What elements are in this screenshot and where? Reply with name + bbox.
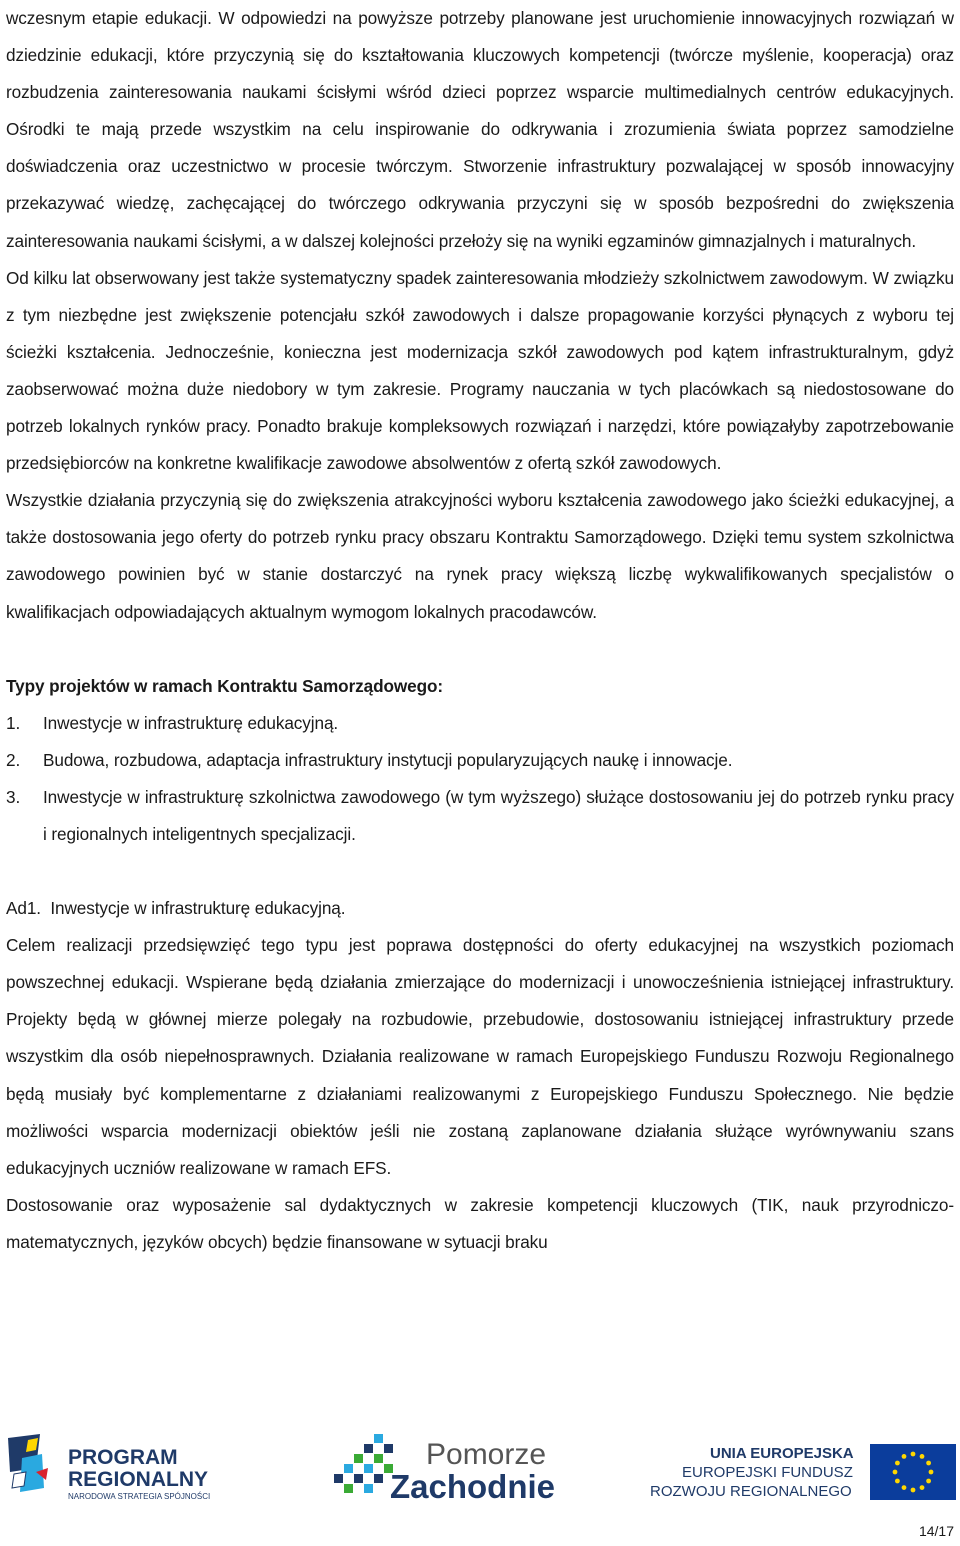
logo-pomorze-line2: Zachodnie	[390, 1468, 556, 1504]
list-item	[6, 742, 954, 779]
logo-program-line1: PROGRAM	[68, 1446, 178, 1469]
eu-logo	[648, 1442, 958, 1500]
list-text: Budowa, rozbudowa, adaptacja infrastruktury instytucji popularyzujących naukę i innowacje.	[43, 749, 733, 770]
section-heading: Typy projektów w ramach Kontraktu Samorządowego:	[6, 675, 444, 696]
list-text: Inwestycje w infrastrukturę szkolnictwa zawodowego (w tym wyższego) służące dostosowaniu jej do potrzeb rynku pracy i regionalnych inteligentnych specjalizacji.	[43, 786, 954, 844]
paragraph-summary: Wszystkie działania przyczynią się do zwiększenia atrakcyjności wyboru kształcenia zawodowego jako ścieżki edukacyjnej, a także dostosowania jego oferty do potrzeb rynku pracy obszaru Kontraktu Samorządowego. Dzięki temu system szkolnictwa zawodowego powinien być w stanie dostarczyć na rynek pracy większą liczbę wykwalifikowanych specjalistów o kwalifikacjach odpowiadających aktualnym wymogom lokalnych pracodawców.	[6, 490, 954, 622]
spacer	[6, 631, 954, 668]
ad1-title: Inwestycje w infrastrukturę edukacyjną.	[50, 898, 346, 919]
page-footer	[0, 1424, 960, 1504]
list-number: 3.	[6, 786, 21, 807]
list-number: 1.	[6, 712, 21, 733]
logo-pomorze-line1: Pomorze	[426, 1438, 547, 1471]
ad1-label: Ad1.	[6, 898, 41, 919]
list-text: Inwestycje w infrastrukturę edukacyjną.	[43, 712, 339, 733]
ad1-paragraph: Celem realizacji przedsięwzięć tego typu jest poprawa dostępności do oferty edukacyjnej na wszystkich poziomach powszechnej edukacji. Wspierane będą działania zmierzające do modernizacji i unowocześnienia istniejącej infrastruktury. Projekty będą w głównej mierze polegały na rozbudowie, przebudowie, dostosowaniu istniejącej infrastruktury przede wszystkim dla osób niepełnosprawnych. Działania realizowane w ramach Europejskiego Funduszu Rozwoju Regionalnego będą musiały być komplementarne z działaniami realizowanymi z Europejskiego Funduszu Społecznego. Nie będzie możliwości wsparcia modernizacji obiektów jeśli nie zostaną zaplanowane działania służące wyrównywaniu szans edukacyjnych uczniów realizowane w ramach EFS.	[6, 935, 954, 1178]
paragraph-vocational: Od kilku lat obserwowany jest także systematyczny spadek zainteresowania młodzieży szkolnictwem zawodowym. W związku z tym niezbędne jest zwiększenie potencjału szkół zawodowych i dalsze propagowanie korzyści płynących z wyboru tej ścieżki kształcenia. Jednocześnie, konieczna jest modernizacja szkół zawodowych pod kątem infrastrukturalnym, gdyż zaobserwować można duże niedobory w tym zakresie. Programy nauczania w tych placówkach są niedostosowane do potrzeb lokalnych rynków pracy. Ponadto brakuje kompleksowych rozwiązań i narzędzi, które powiązałyby zapotrzebowanie przedsiębiorców na konkretne kwalifikacje zawodowe absolwentów z ofertą szkół zawodowych.	[6, 267, 954, 474]
program-regionalny-logo	[6, 1428, 251, 1502]
spacer	[6, 853, 954, 890]
logo-ue-line2: EUROPEJSKI FUNDUSZ	[682, 1464, 853, 1481]
logo-ue-line3: ROZWOJU REGIONALNEGO	[650, 1483, 852, 1500]
document-body	[6, 0, 954, 1261]
eu-flag-icon	[870, 1444, 956, 1500]
page-number: 14/17	[918, 1523, 954, 1539]
list-item	[6, 779, 954, 853]
logo-program-line3: NARODOWA STRATEGIA SPÓJNOŚCI	[68, 1492, 211, 1501]
ad1-heading	[6, 890, 954, 927]
logo-ue-line1: UNIA EUROPEJSKA	[710, 1445, 854, 1462]
logo-program-line2: REGIONALNY	[68, 1468, 209, 1491]
paragraph-intro: wczesnym etapie edukacji. W odpowiedzi na powyższe potrzeby planowane jest uruchomienie innowacyjnych rozwiązań w dziedzinie edukacji, które przyczynią się do kształtowania kluczowych kompetencji (twórcze myślenie, kooperacja) oraz rozbudzenia zainteresowania naukami ścisłymi wśród dzieci poprzez wsparcie multimedialnych centrów edukacyjnych. Ośrodki te mają przede wszystkim na celu inspirowanie do odkrywania i zrozumienia świata poprzez samodzielne doświadczenia oraz uczestnictwo w procesie twórczym. Stworzenie infrastruktury pozwalającej w sposób innowacyjny przekazywać wiedzę, zachęcającej do twórczego odkrywania przyczyni się w sposób bezpośredni do zwiększenia zainteresowania naukami ścisłymi, a w dalszej kolejności przełoży się na wyniki egzaminów gimnazjalnych i maturalnych.	[6, 8, 954, 251]
ad1-paragraph-continued: Dostosowanie oraz wyposażenie sal dydaktycznych w zakresie kompetencji kluczowych (TIK, nauk przyrodniczo-matematycznych, języków obcych) będzie finansowane w sytuacji braku	[6, 1194, 954, 1252]
pomorze-zachodnie-logo	[320, 1424, 570, 1504]
list-number: 2.	[6, 749, 21, 770]
list-item	[6, 705, 954, 742]
